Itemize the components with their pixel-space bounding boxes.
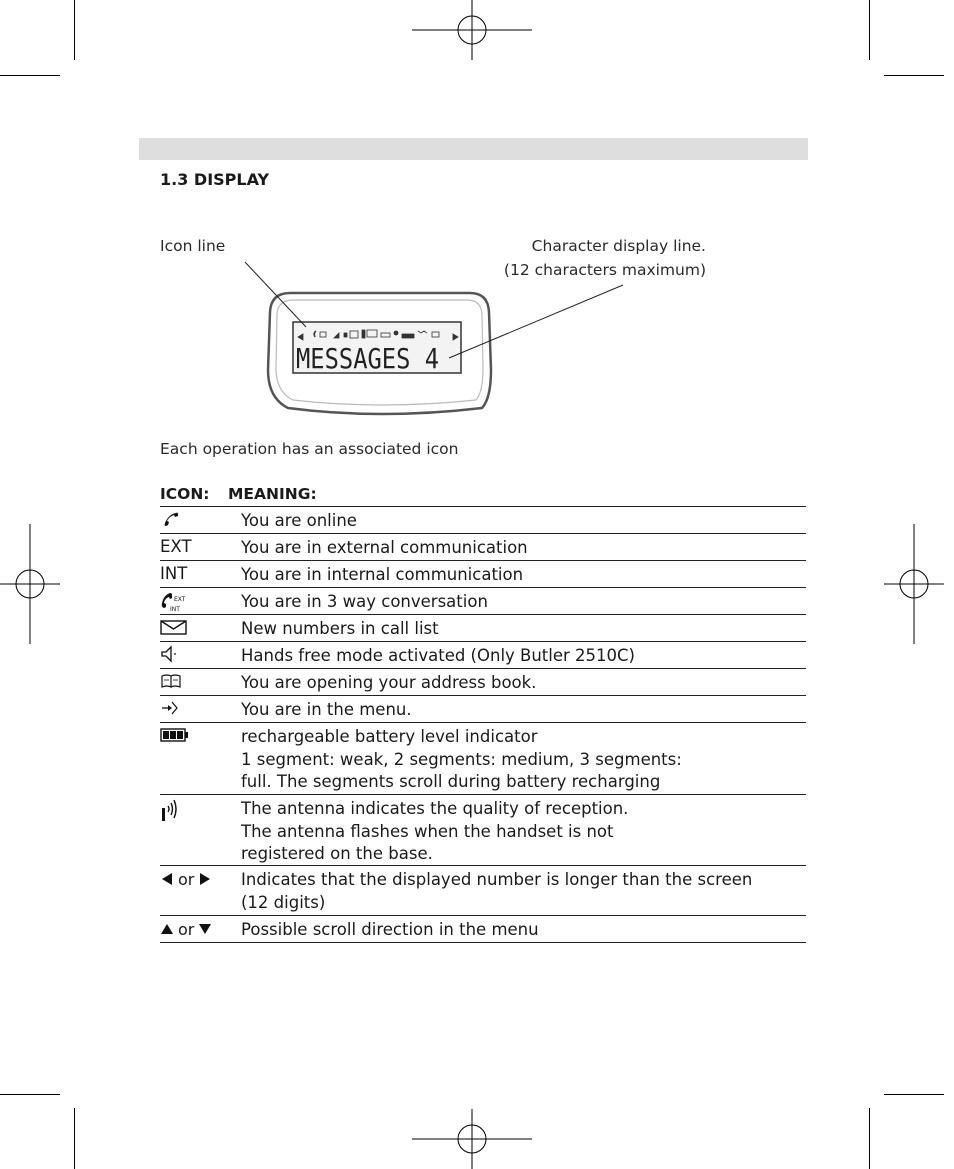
lcd-character-line: MESSAGES 4 — [296, 342, 439, 375]
col-meaning-header: MEANING: — [228, 485, 317, 503]
envelope-icon — [160, 618, 190, 636]
three-way-icon — [160, 591, 190, 613]
book-icon — [160, 672, 184, 690]
row-meaning: You are in internal communication — [241, 565, 524, 584]
row-meaning: The antenna flashes when the handset is not — [241, 821, 614, 841]
handset-icon — [160, 510, 180, 528]
icon-line-label: Icon line — [160, 237, 226, 255]
row-meaning: You are in 3 way conversation — [241, 592, 488, 611]
row-meaning: (12 digits) — [241, 892, 326, 912]
row-meaning: Indicates that the displayed number is longer than the screen — [241, 870, 753, 889]
table-row — [160, 866, 806, 916]
speaker-icon — [160, 645, 180, 663]
table-row — [160, 696, 806, 723]
col-icon-header: ICON: — [160, 485, 210, 503]
row-meaning: You are in the menu. — [241, 700, 412, 719]
char-line-label: Character display line. — [531, 237, 706, 255]
section-title: 1.3 DISPLAY — [160, 170, 270, 189]
table-row — [160, 916, 806, 943]
table-row — [160, 588, 806, 615]
up-arrow-icon — [160, 922, 174, 936]
right-arrow-icon — [198, 872, 212, 886]
menu-icon — [160, 699, 180, 717]
or-word: or — [178, 920, 195, 939]
lcd-display-figure — [0, 0, 954, 460]
row-meaning: Possible scroll direction in the menu — [241, 920, 539, 939]
row-meaning: rechargeable battery level indicator — [241, 727, 538, 746]
or-word: or — [178, 870, 195, 889]
table-row — [160, 642, 806, 669]
row-icon-text: INT — [160, 564, 188, 583]
row-meaning: New numbers in call list — [241, 619, 439, 638]
row-meaning: registered on the base. — [241, 844, 433, 863]
row-meaning: You are online — [241, 511, 357, 530]
svg-text:EXT: EXT — [174, 596, 186, 603]
table-row — [160, 534, 806, 561]
svg-text:INT: INT — [170, 606, 180, 613]
row-icon-text: EXT — [160, 537, 192, 556]
table-row — [160, 561, 806, 588]
intro-text: Each operation has an associated icon — [160, 440, 459, 458]
table-row — [160, 507, 806, 534]
char-line-note: (12 characters maximum) — [503, 261, 706, 279]
row-meaning: 1 segment: weak, 2 segments: medium, 3 segments: — [241, 749, 682, 769]
row-meaning: full. The segments scroll during battery recharging — [241, 772, 661, 791]
table-row — [160, 795, 806, 866]
down-arrow-icon — [198, 922, 212, 936]
table-row — [160, 669, 806, 696]
row-meaning: Hands free mode activated (Only Butler 2510C) — [241, 646, 635, 665]
table-row — [160, 615, 806, 642]
antenna-icon — [160, 798, 184, 824]
left-arrow-icon — [160, 872, 174, 886]
icon-table-header — [160, 484, 806, 507]
row-meaning: You are in external communication — [241, 538, 528, 557]
row-meaning: You are opening your address book. — [241, 673, 537, 692]
battery-icon — [160, 726, 190, 744]
table-row — [160, 723, 806, 795]
row-meaning: The antenna indicates the quality of reception. — [241, 799, 629, 818]
